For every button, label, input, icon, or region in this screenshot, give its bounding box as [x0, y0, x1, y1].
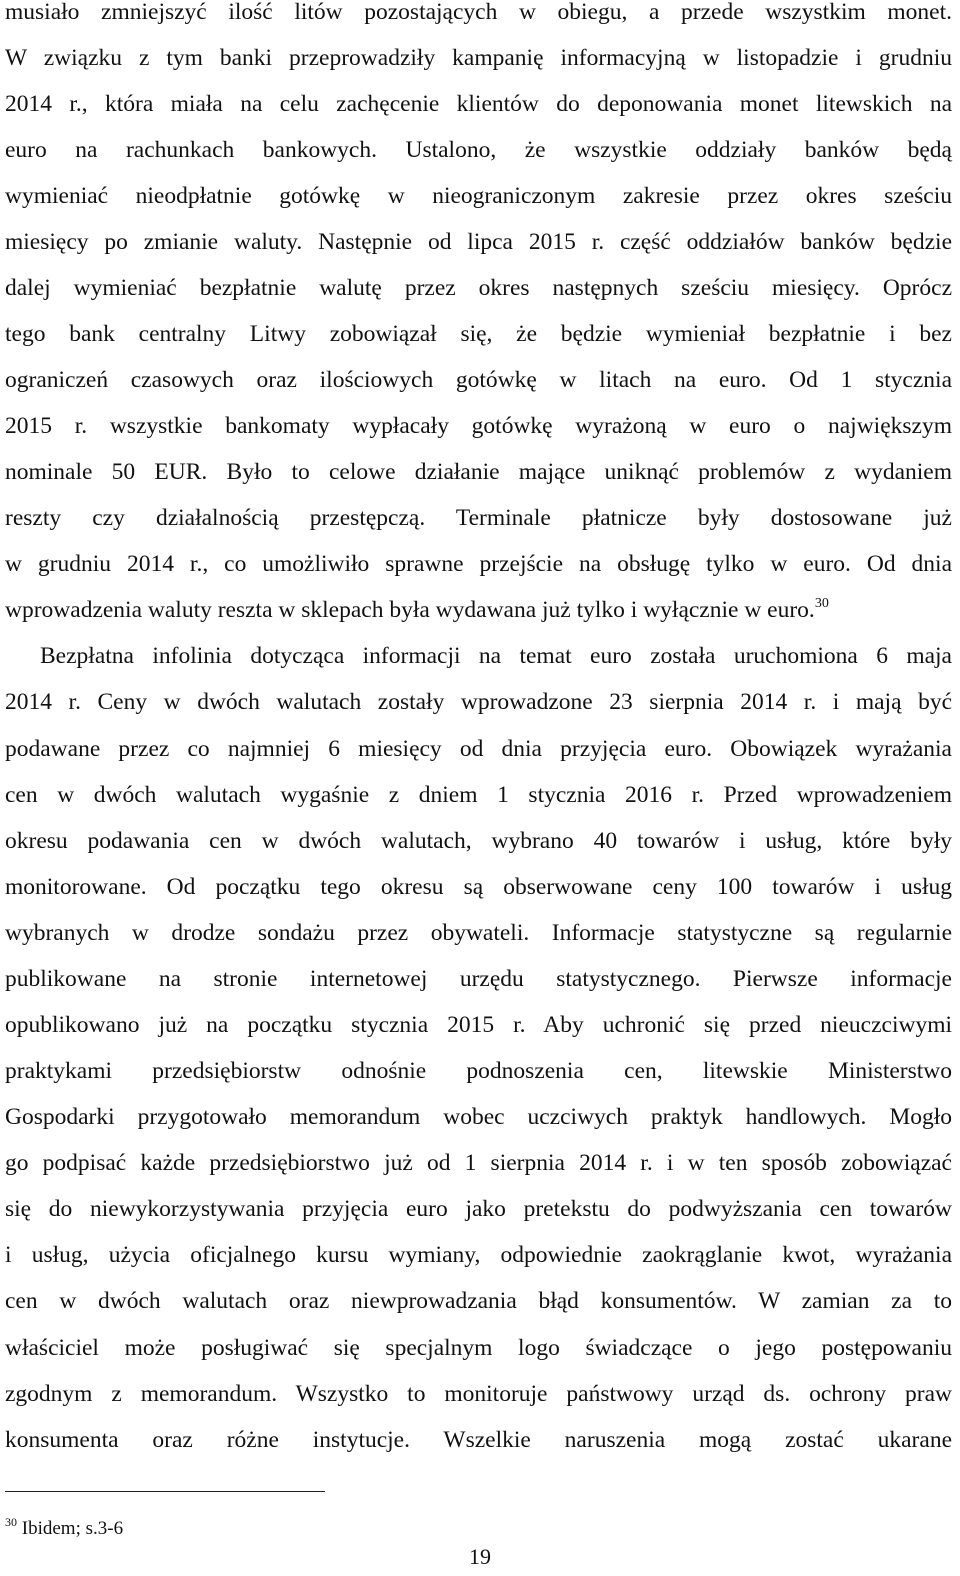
page-number: 19 [469, 1544, 491, 1569]
text-line: konsumenta oraz różne instytucje. Wszelkie naruszenia mogą zostać ukarane [5, 1427, 952, 1453]
footnote-number: 30 [5, 1515, 17, 1529]
text-line: praktykami przedsiębiorstw odnośnie podnoszenia cen, litewskie Ministerstwo [5, 1058, 952, 1084]
text-line: wymieniać nieodpłatnie gotówkę w nieograniczonym zakresie przez okres sześciu [5, 183, 952, 209]
text-line: tego bank centralny Litwy zobowiązał się, że będzie wymieniał bezpłatnie i bez [5, 321, 952, 347]
text-line: miesięcy po zmianie waluty. Następnie od lipca 2015 r. część oddziałów banków będzie [5, 229, 952, 255]
text-line: podawane przez co najmniej 6 miesięcy od dnia przyjęcia euro. Obowiązek wyrażania [5, 736, 952, 762]
text-line: w grudniu 2014 r., co umożliwiło sprawne przejście na obsługę tylko w euro. Od dnia [5, 551, 952, 577]
text-line: musiało zmniejszyć ilość litów pozostających w obiegu, a przede wszystkim monet. [5, 0, 952, 25]
text-line: cen w dwóch walutach wygaśnie z dniem 1 stycznia 2016 r. Przed wprowadzeniem [5, 782, 952, 808]
footnote-separator [5, 1491, 325, 1492]
text-line: 2014 r., która miała na celu zachęcenie klientów do deponowania monet litewskich na [5, 91, 952, 117]
text-line: zgodnym z memorandum. Wszystko to monitoruje państwowy urząd ds. ochrony praw [5, 1381, 952, 1407]
text-line: nominale 50 EUR. Było to celowe działanie mające uniknąć problemów z wydaniem [5, 459, 952, 485]
text-line: reszty czy działalnością przestępczą. Terminale płatnicze były dostosowane już [5, 505, 952, 531]
text-line: i usług, użycia oficjalnego kursu wymiany, odpowiednie zaokrąglanie kwot, wyrażania [5, 1242, 952, 1268]
text-line: publikowane na stronie internetowej urzędu statystycznego. Pierwsze informacje [5, 966, 952, 992]
text-line: właściciel może posługiwać się specjalnym logo świadczące o jego postępowaniu [5, 1335, 952, 1361]
paragraph-first-line: Bezpłatna infolinia dotycząca informacji na temat euro została uruchomiona 6 maja [40, 643, 952, 669]
footnote [5, 1517, 123, 1541]
footnote-reference[interactable]: 30 [814, 596, 829, 611]
text-line: się do niewykorzystywania przyjęcia euro jako pretekstu do podwyższania cen towarów [5, 1196, 952, 1222]
text-line: 2014 r. Ceny w dwóch walutach zostały wprowadzone 23 sierpnia 2014 r. i mają być [5, 689, 952, 715]
text-line: W związku z tym banki przeprowadziły kampanię informacyjną w listopadzie i grudniu [5, 45, 952, 71]
text-line-with-footnote [5, 595, 952, 625]
text-line: wybranych w drodze sondażu przez obywateli. Informacje statystyczne są regularnie [5, 920, 952, 946]
text-line: ograniczeń czasowych oraz ilościowych gotówkę w litach na euro. Od 1 stycznia [5, 367, 952, 393]
text-line: wprowadzenia waluty reszta w sklepach była wydawana już tylko i wyłącznie w euro. [5, 597, 815, 623]
text-line: go podpisać każde przedsiębiorstwo już od 1 sierpnia 2014 r. i w ten sposób zobowiązać [5, 1150, 952, 1176]
text-line: Gospodarki przygotowało memorandum wobec uczciwych praktyk handlowych. Mogło [5, 1104, 952, 1130]
text-line: monitorowane. Od początku tego okresu są obserwowane ceny 100 towarów i usług [5, 874, 952, 900]
footnote-text: Ibidem; s.3-6 [21, 1518, 124, 1539]
text-line: opublikowano już na początku stycznia 2015 r. Aby uchronić się przed nieuczciwymi [5, 1012, 952, 1038]
text-line: dalej wymieniać bezpłatnie walutę przez okres następnych sześciu miesięcy. Oprócz [5, 275, 952, 301]
text-line: cen w dwóch walutach oraz niewprowadzania błąd konsumentów. W zamian za to [5, 1288, 952, 1314]
text-line: euro na rachunkach bankowych. Ustalono, że wszystkie oddziały banków będą [5, 137, 952, 163]
text-line: okresu podawania cen w dwóch walutach, wybrano 40 towarów i usług, które były [5, 828, 952, 854]
text-line: 2015 r. wszystkie bankomaty wypłacały gotówkę wyrażoną w euro o największym [5, 413, 952, 439]
